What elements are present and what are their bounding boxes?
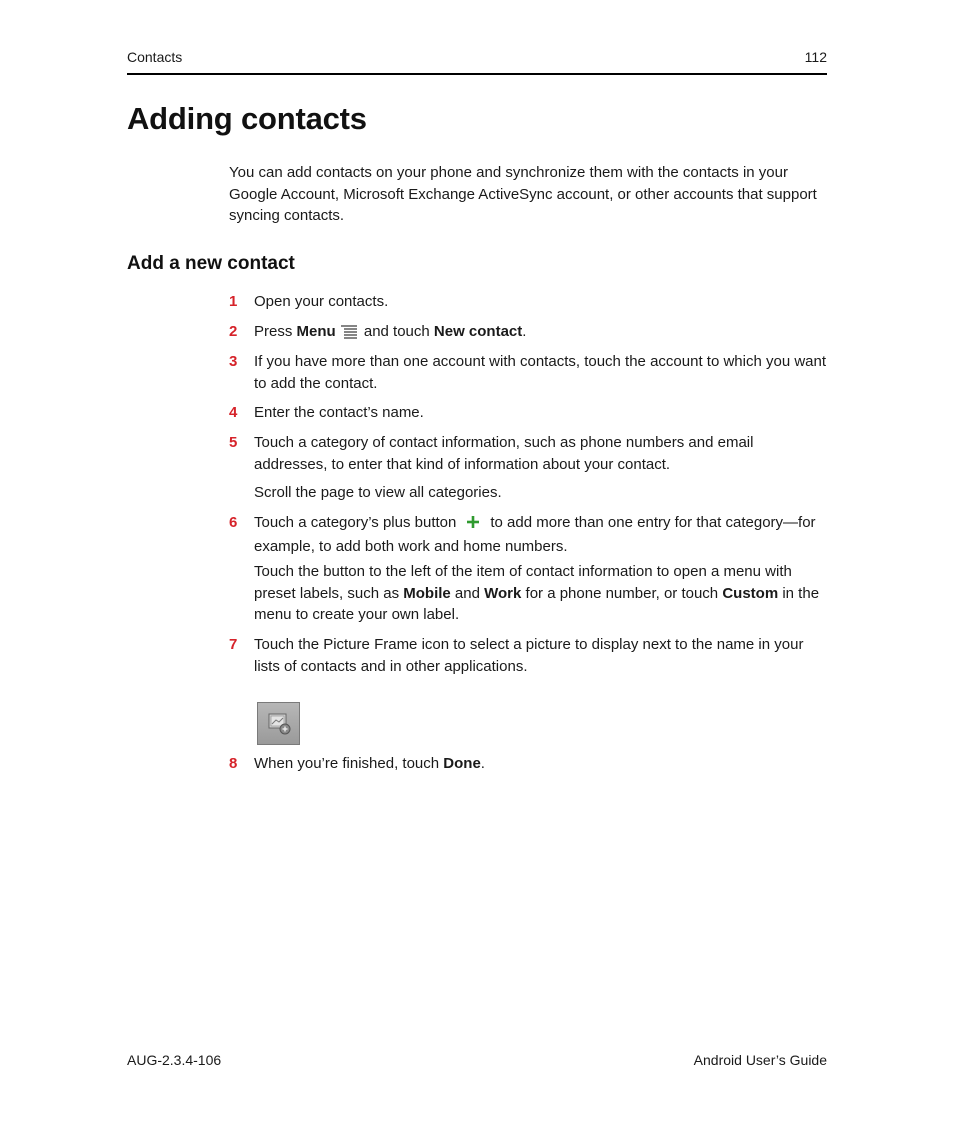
step-text: If you have more than one account with contacts, touch the account to which you want to add the contact. — [254, 353, 827, 392]
menu-lines-icon — [340, 324, 358, 346]
step-number: 6 — [229, 514, 238, 531]
step-number: 1 — [229, 293, 238, 310]
step-5-note: Scroll the page to view all categories. — [254, 484, 502, 501]
page-header — [127, 49, 827, 75]
step-number: 2 — [229, 323, 238, 340]
step-number: 8 — [229, 755, 238, 772]
step-text-pre: Touch a category’s plus button — [254, 514, 457, 531]
section-heading: Add a new contact — [127, 253, 295, 274]
header-page-number: 112 — [804, 49, 827, 65]
step-6-note — [254, 561, 828, 626]
custom-label: Custom — [722, 584, 779, 602]
footer-guide-title: Android User’s Guide — [693, 1052, 827, 1068]
picture-frame-icon — [257, 702, 300, 745]
header-section: Contacts — [127, 49, 183, 65]
step-text — [254, 753, 828, 775]
note-text: Touch the button to the left of the item of contact information to open a menu with preset labels, such as — [254, 563, 792, 602]
step-text: Enter the contact’s name. — [254, 404, 424, 421]
note-text: and — [450, 584, 485, 602]
work-label: Work — [484, 584, 522, 602]
done-label: Done — [443, 755, 481, 772]
note-text: in the menu to create your own label. — [254, 584, 820, 623]
intro-paragraph: You can add contacts on your phone and synchronize them with the contacts in your Google Account, Microsoft Exchange ActiveSync account, or other accounts that support syncing contacts. — [229, 164, 817, 224]
mobile-label: Mobile — [403, 584, 451, 602]
step-number: 7 — [229, 636, 238, 653]
step-text: Open your contacts. — [254, 293, 389, 310]
note-text: for a phone number, or touch — [521, 584, 723, 602]
step-text-pre: When you’re finished, touch — [254, 755, 444, 772]
step-text: Touch the Picture Frame icon to select a picture to display next to the name in your lists of contacts and in other applications. — [254, 636, 804, 675]
step-text-pre: Press — [254, 323, 297, 340]
footer-doc-id: AUG-2.3.4-106 — [127, 1052, 222, 1068]
page-title: Adding contacts — [127, 101, 367, 136]
step-number: 3 — [229, 353, 238, 370]
step-text — [254, 321, 828, 346]
step-number: 5 — [229, 434, 238, 451]
step-text-mid: and touch — [359, 323, 434, 340]
step-text-post: . — [480, 755, 485, 772]
menu-label: Menu — [296, 323, 336, 340]
step-text — [254, 512, 828, 557]
step-text-post: . — [522, 323, 527, 340]
step-text-post: to add more than one entry for that category—for example, to add both work and home numbers. — [254, 514, 816, 555]
new-contact-label: New contact — [433, 323, 523, 340]
plus-icon — [464, 514, 482, 536]
step-text: Touch a category of contact information, such as phone numbers and email addresses, to enter that kind of information about your contact. — [254, 434, 754, 473]
step-number: 4 — [229, 404, 238, 421]
